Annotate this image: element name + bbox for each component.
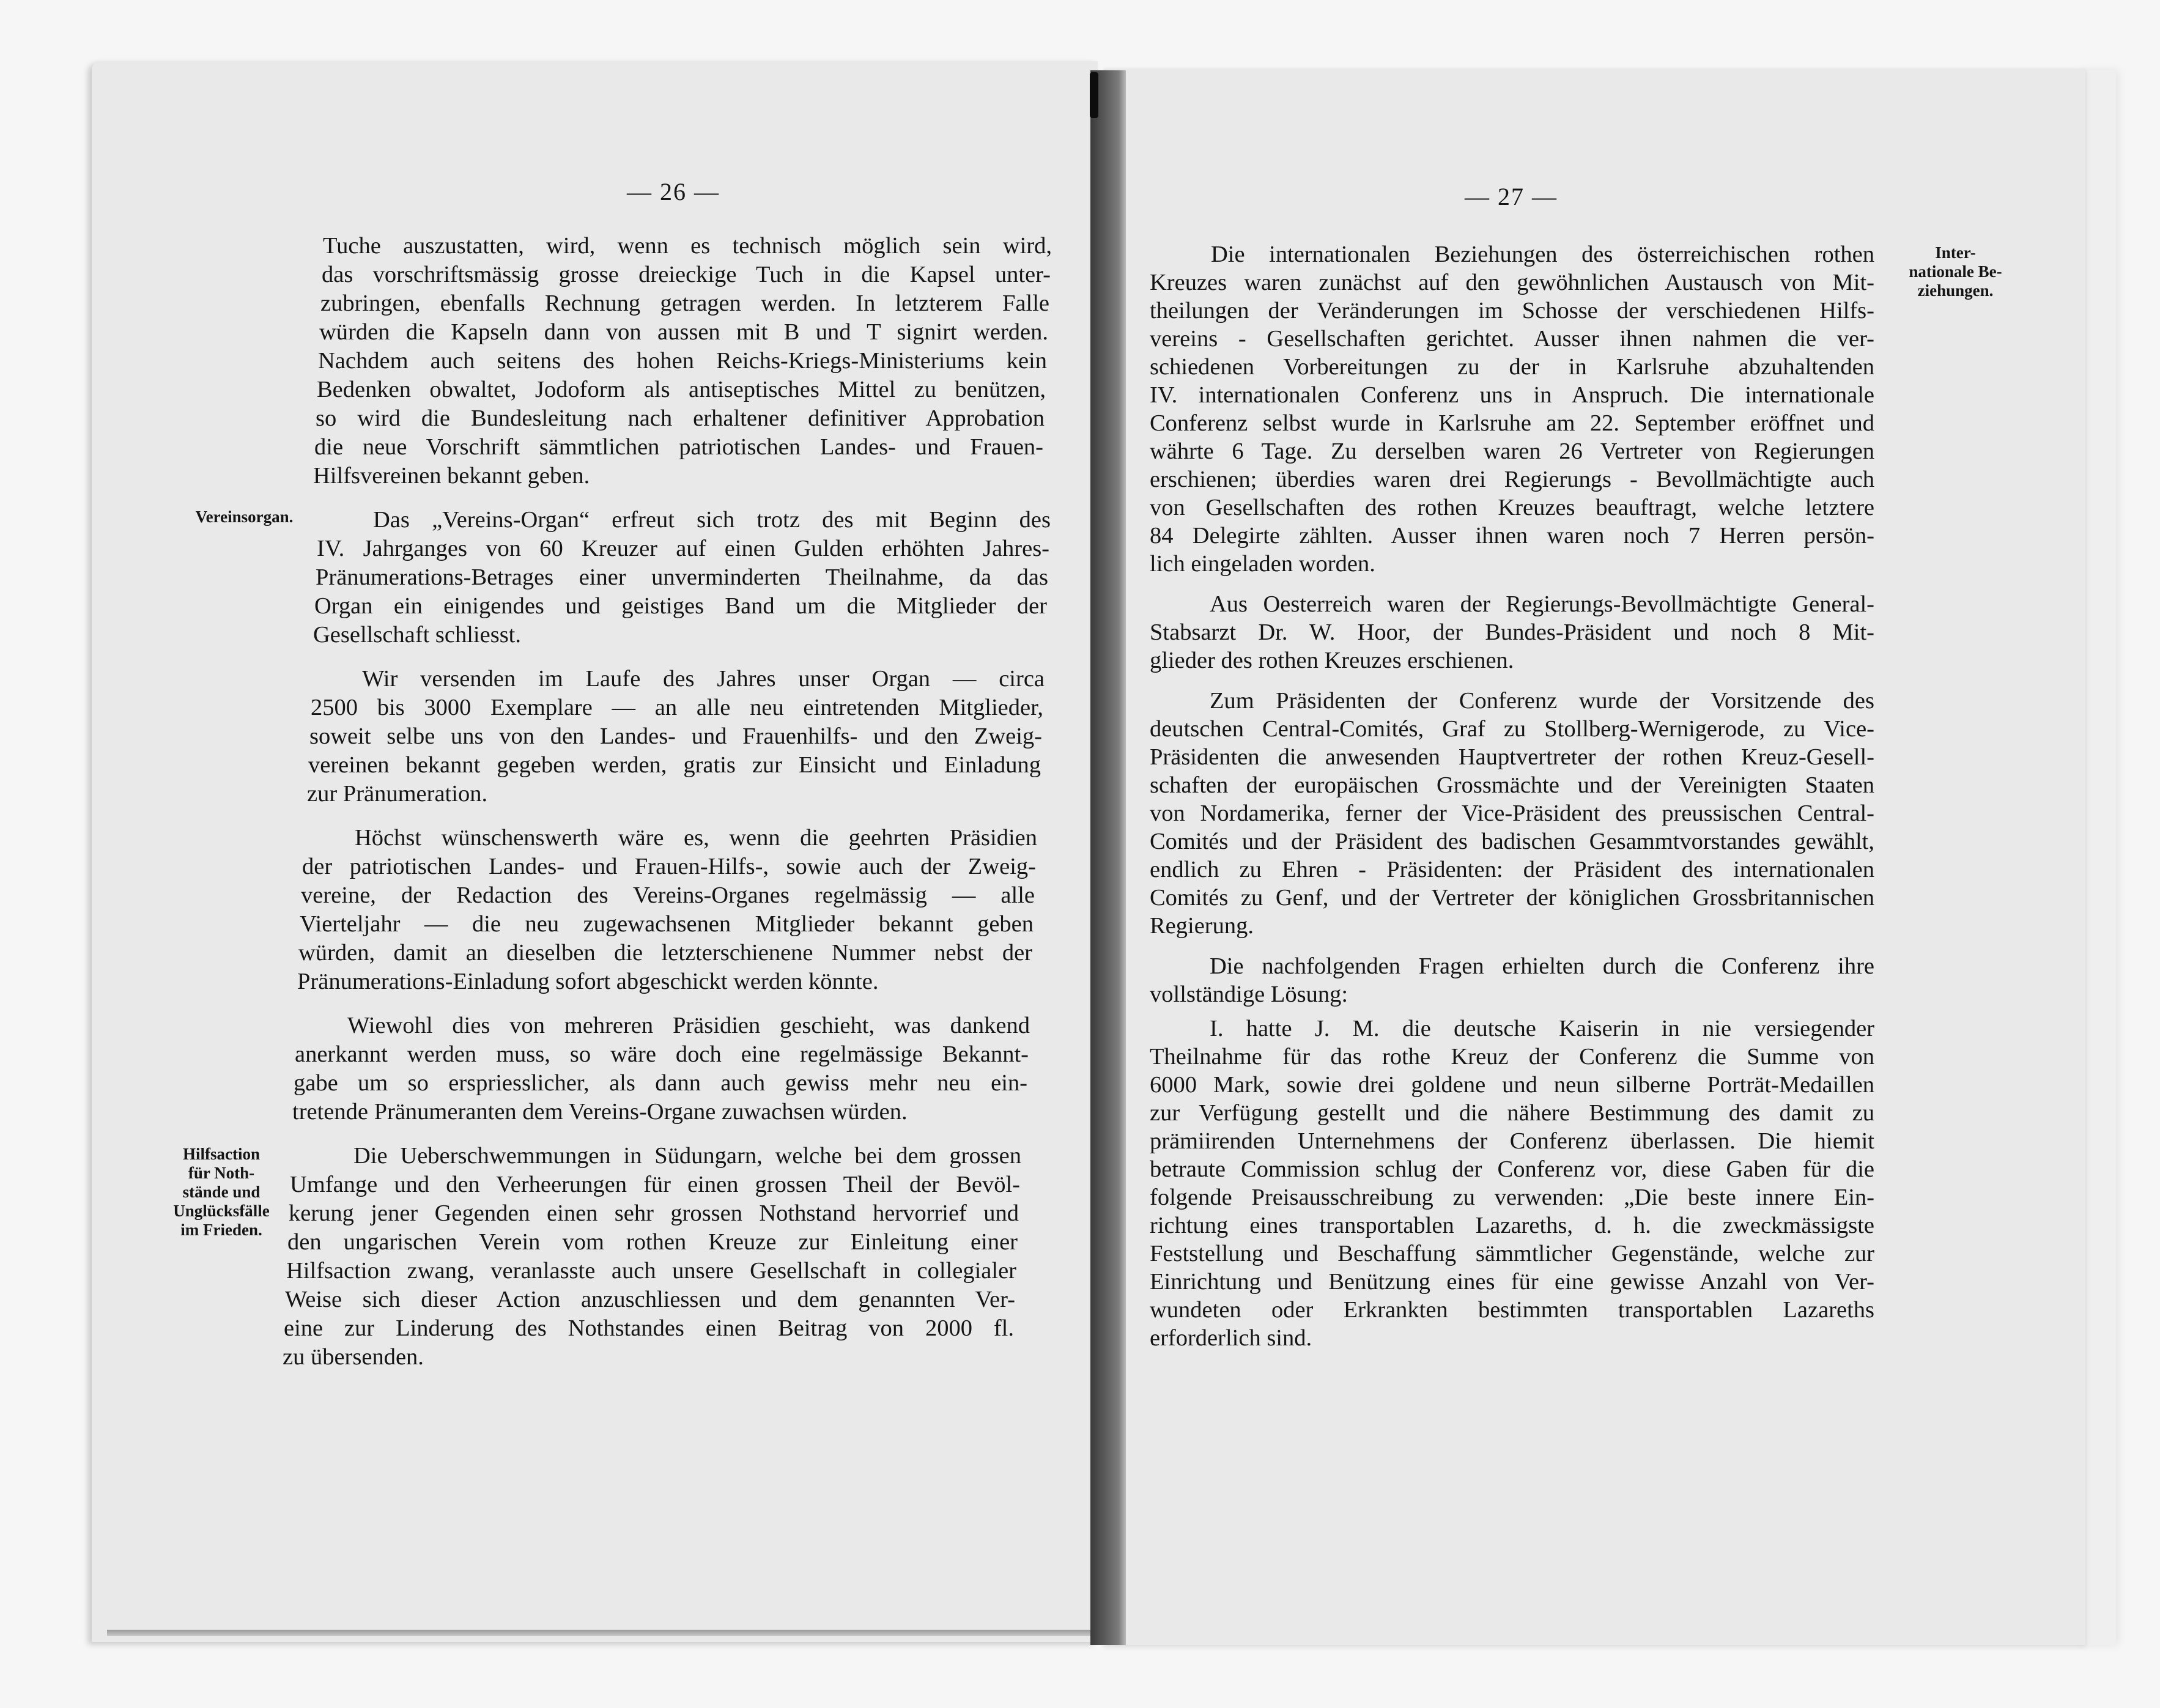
text-line: prämiirenden Unternehmens der Conferenz überlassen. Die hiemit — [1150, 1128, 1874, 1154]
text-line: Gesellschaft schliesst. — [313, 622, 521, 648]
text-line: erforderlich sind. — [1150, 1325, 1312, 1351]
text-line: IV. internationalen Conferenz uns in Anspruch. Die internationale — [1150, 382, 1874, 408]
text-line: gabe um so erspriesslicher, als dann auch gewiss mehr neu ein- — [294, 1070, 1027, 1096]
text-line: Vierteljahr — die neu zugewachsenen Mitglieder bekannt geben — [300, 911, 1034, 937]
text-line: Stabsarzt Dr. W. Hoor, der Bundes-Präsident und noch 8 Mit- — [1150, 619, 1874, 645]
text-line: vereins - Gesellschaften gerichtet. Ausser ihnen nahmen die ver- — [1150, 326, 1874, 352]
text-line: Hilfsaction zwang, veranlasste auch unsere Gesellschaft in collegialer — [286, 1258, 1016, 1284]
text-line: zur Pränumeration. — [307, 781, 488, 807]
text-line: glieder des rothen Kreuzes erschienen. — [1150, 648, 1514, 673]
text-line: Aus Oesterreich waren der Regierungs-Bevollmächtigte General- — [1210, 591, 1874, 617]
text-line: Höchst wünschenswerth wäre es, wenn die geehrten Präsidien — [355, 825, 1037, 851]
text-line: zu übersenden. — [283, 1344, 424, 1370]
text-line: endlich zu Ehren - Präsidenten: der Präsident des internationalen — [1150, 857, 1874, 882]
text-line: den ungarischen Verein vom rothen Kreuze zur Einleitung einer — [287, 1229, 1018, 1255]
text-line: Comités zu Genf, und der Vertreter der königlichen Grossbritannischen — [1150, 885, 1874, 911]
text-line: anerkannt werden muss, so wäre doch eine regelmässige Bekannt- — [295, 1041, 1029, 1067]
text-line: Weise sich dieser Action anzuschliessen und dem genannten Ver- — [285, 1287, 1015, 1312]
text-line: Umfange und den Verheerungen für einen grossen Theil der Bevöl- — [290, 1172, 1020, 1197]
text-line: Pränumerations-Betrages einer unverminderten Theilnahme, da das — [316, 564, 1048, 590]
page-number-right: — 27 — — [1465, 183, 1558, 210]
text-line: wundeten oder Erkrankten bestimmten transportablen Lazareths — [1150, 1297, 1874, 1323]
text-line: schiedenen Vorbereitungen zu der in Karlsruhe abzuhaltenden — [1150, 354, 1874, 380]
text-line: vollständige Lösung: — [1150, 982, 1348, 1007]
text-line: Die nachfolgenden Fragen erhielten durch die Conferenz ihre — [1210, 953, 1874, 979]
text-line: so wird die Bundesleitung nach erhaltener definitiver Approbation — [316, 405, 1045, 431]
text-line: die neue Vorschrift sämmtlichen patriotischen Landes- und Frauen- — [314, 434, 1043, 460]
text-line: erschienen; überdies waren drei Regierungs - Bevollmächtigte auch — [1150, 467, 1874, 492]
binding-mark — [1090, 72, 1098, 118]
text-line: Regierung. — [1150, 913, 1254, 939]
text-line: Die internationalen Beziehungen des österreichischen rothen — [1211, 242, 1874, 267]
text-line: würden die Kapseln dann von aussen mit B und T signirt werden. — [319, 319, 1048, 345]
text-line: Organ ein einigendes und geistiges Band um die Mitglieder der — [314, 593, 1047, 619]
text-line: theilungen der Veränderungen im Schosse der verschiedenen Hilfs- — [1150, 298, 1874, 323]
text-line: von Gesellschaften des rothen Kreuzes beauftragt, welche letztere — [1150, 495, 1874, 520]
page-number-left: — 26 — — [627, 178, 720, 205]
text-line: I. hatte J. M. die deutsche Kaiserin in nie versiegender — [1210, 1016, 1874, 1041]
text-line: deutschen Central-Comités, Graf zu Stollberg-Wernigerode, zu Vice- — [1150, 716, 1874, 742]
text-line: richtung eines transportablen Lazareths, d. h. die zweckmässigste — [1150, 1213, 1874, 1238]
text-line: Wir versenden im Laufe des Jahres unser Organ — circa — [362, 666, 1045, 692]
text-line: würden, damit an dieselben die letzterschienene Nummer nebst der — [298, 940, 1032, 966]
text-line: Conferenz selbst wurde in Karlsruhe am 22. September eröffnet und — [1150, 410, 1874, 436]
text-line: Hilfsvereinen bekannt geben. — [313, 463, 590, 489]
text-line: Einrichtung und Benützung eines für eine gewisse Anzahl von Ver- — [1150, 1269, 1874, 1295]
text-line: lich eingeladen worden. — [1150, 551, 1375, 577]
text-line: Kreuzes waren zunächst auf den gewöhnlichen Austausch von Mit- — [1150, 270, 1874, 295]
text-line: währte 6 Tage. Zu derselben waren 26 Vertreter von Regierungen — [1150, 438, 1874, 464]
book-bottom-edge — [107, 1630, 1098, 1636]
text-line: Nachdem auch seitens des hohen Reichs-Kriegs-Ministeriums kein — [318, 348, 1047, 374]
margin-note-hilfsaction: Hilfsaction für Noth- stände und Unglücksfälle im Frieden. — [173, 1145, 270, 1239]
margin-note-vereinsorgan: Vereinsorgan. — [195, 508, 294, 526]
text-line: tretende Pränumeranten dem Vereins-Organe zuwachsen würden. — [292, 1099, 908, 1125]
text-line: soweit selbe uns von den Landes- und Frauenhilfs- und den Zweig- — [309, 723, 1042, 749]
text-line: Zum Präsidenten der Conferenz wurde der Vorsitzende des — [1210, 688, 1874, 714]
text-line: 6000 Mark, sowie drei goldene und neun silberne Porträt-Medaillen — [1150, 1072, 1874, 1098]
text-line: zubringen, ebenfalls Rechnung getragen werden. In letzterem Falle — [320, 290, 1049, 316]
text-line: Bedenken obwaltet, Jodoform als antiseptisches Mittel zu benützen, — [317, 377, 1046, 402]
text-line: Das „Vereins-Organ“ erfreut sich trotz des mit Beginn des — [373, 507, 1051, 533]
text-line: 2500 bis 3000 Exemplare — an alle neu eintretenden Mitglieder, — [311, 695, 1043, 720]
text-line: zur Verfügung gestellt und die nähere Bestimmung des damit zu — [1150, 1100, 1874, 1126]
text-line: Wiewohl dies von mehreren Präsidien geschieht, was dankend — [347, 1013, 1030, 1038]
text-line: Präsidenten die anwesenden Hauptvertreter der rothen Kreuz-Gesell- — [1150, 744, 1874, 770]
text-line: vereine, der Redaction des Vereins-Organes regelmässig — alle — [301, 882, 1035, 908]
text-line: von Nordamerika, ferner der Vice-Präsident des preussischen Central- — [1150, 800, 1874, 826]
text-line: eine zur Linderung des Nothstandes einen Beitrag von 2000 fl. — [284, 1315, 1014, 1341]
text-line: folgende Preisausschreibung zu verwenden: „Die beste innere Ein- — [1150, 1185, 1874, 1210]
text-line: Tuche auszustatten, wird, wenn es technisch möglich sein wird, — [323, 233, 1052, 259]
book-gutter — [1090, 70, 1126, 1645]
text-line: Feststellung und Beschaffung sämmtlicher Gegenstände, welche zur — [1150, 1241, 1874, 1266]
margin-note-internationale-beziehungen: Inter- nationale Be- ziehungen. — [1909, 243, 2002, 300]
text-line: IV. Jahrganges von 60 Kreuzer auf einen Gulden erhöhten Jahres- — [317, 536, 1049, 561]
text-line: kerung jener Gegenden einen sehr grossen Nothstand hervorrief und — [289, 1200, 1019, 1226]
text-line: Die Ueberschwemmungen in Südungarn, welche bei dem grossen — [353, 1143, 1021, 1169]
text-line: betraute Commission schlug der Conferenz vor, diese Gaben für die — [1150, 1156, 1874, 1182]
text-line: vereinen bekannt gegeben werden, gratis zur Einsicht und Einladung — [308, 752, 1041, 778]
text-line: das vorschriftsmässig grosse dreieckige Tuch in die Kapsel unter- — [322, 262, 1051, 287]
text-line: der patriotischen Landes- und Frauen-Hilfs-, sowie auch der Zweig- — [302, 854, 1036, 879]
text-line: Pränumerations-Einladung sofort abgeschickt werden könnte. — [297, 969, 879, 994]
text-line: schaften der europäischen Grossmächte und der Vereinigten Staaten — [1150, 772, 1874, 798]
text-line: 84 Delegirte zählten. Ausser ihnen waren noch 7 Herren persön- — [1150, 523, 1874, 549]
text-line: Theilnahme für das rothe Kreuz der Conferenz die Summe von — [1150, 1044, 1874, 1070]
text-line: Comités und der Präsident des badischen Gesammtvorstandes gewählt, — [1150, 829, 1874, 854]
